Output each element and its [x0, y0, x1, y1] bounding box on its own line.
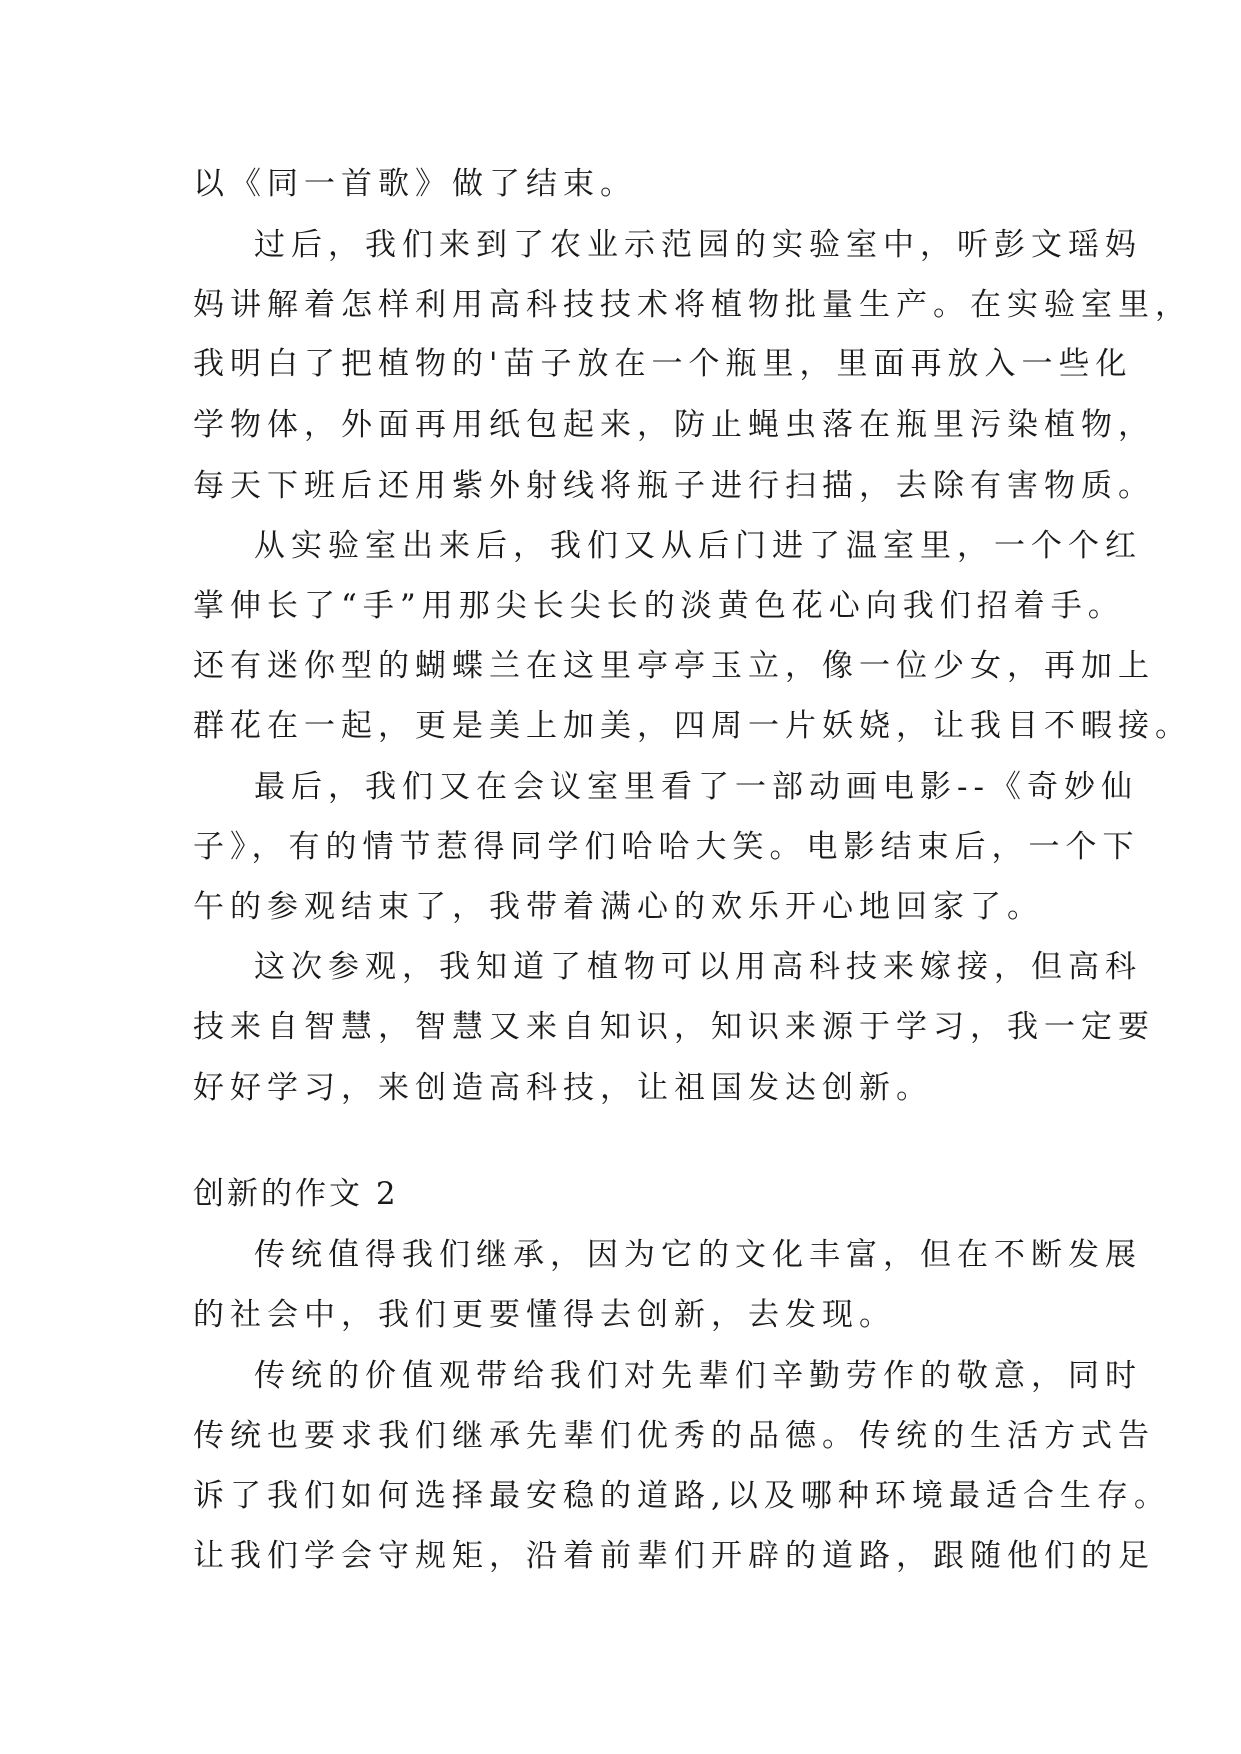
text-line: 过后，我们来到了农业示范园的实验室中，听彭文瑶妈 — [254, 227, 1142, 263]
text-line: 妈讲解着怎样利用高科技技术将植物批量生产。在实验室里， — [193, 287, 1192, 323]
text-line: 的社会中，我们更要懂得去创新，去发现。 — [193, 1297, 896, 1333]
text-line: 传统也要求我们继承先辈们优秀的品德。传统的生活方式告 — [193, 1418, 1155, 1454]
text-line: 技来自智慧，智慧又来自知识，知识来源于学习，我一定要 — [193, 1009, 1155, 1045]
text-line: 还有迷你型的蝴蝶兰在这里亭亭玉立，像一位少女，再加上 — [193, 648, 1155, 684]
text-line: 掌伸长了“手”用那尖长尖长的淡黄色花心向我们招着手。 — [193, 588, 1125, 624]
text-line: 群花在一起，更是美上加美，四周一片妖娆，让我目不暇接。 — [193, 708, 1192, 744]
text-line: 从实验室出来后，我们又从后门进了温室里，一个个红 — [254, 528, 1142, 564]
text-line: 最后，我们又在会议室里看了一部动画电影--《奇妙仙 — [254, 769, 1138, 805]
text-line: 学物体，外面再用纸包起来，防止蝇虫落在瓶里污染植物， — [193, 407, 1155, 443]
text-line: 传统的价值观带给我们对先辈们辛勤劳作的敬意，同时 — [254, 1358, 1142, 1394]
text-line: 我明白了把植物的'苗子放在一个瓶里，里面再放入一些化 — [193, 346, 1133, 382]
text-line: 这次参观，我知道了植物可以用高科技来嫁接，但高科 — [254, 949, 1142, 985]
text-line: 以《同一首歌》做了结束。 — [193, 166, 637, 202]
text-line: 每天下班后还用紫外射线将瓶子进行扫描，去除有害物质。 — [193, 468, 1155, 504]
section-heading: 创新的作文 2 — [193, 1176, 399, 1212]
text-line: 诉了我们如何选择最安稳的道路,以及哪种环境最适合生存。 — [193, 1478, 1171, 1514]
text-line: 让我们学会守规矩，沿着前辈们开辟的道路，跟随他们的足 — [193, 1538, 1155, 1574]
text-line: 传统值得我们继承，因为它的文化丰富，但在不断发展 — [254, 1237, 1142, 1273]
text-line: 午的参观结束了，我带着满心的欢乐开心地回家了。 — [193, 889, 1044, 925]
text-line: 子》，有的情节惹得同学们哈哈大笑。电影结束后，一个下 — [193, 829, 1140, 865]
text-line: 好好学习，来创造高科技，让祖国发达创新。 — [193, 1070, 933, 1106]
